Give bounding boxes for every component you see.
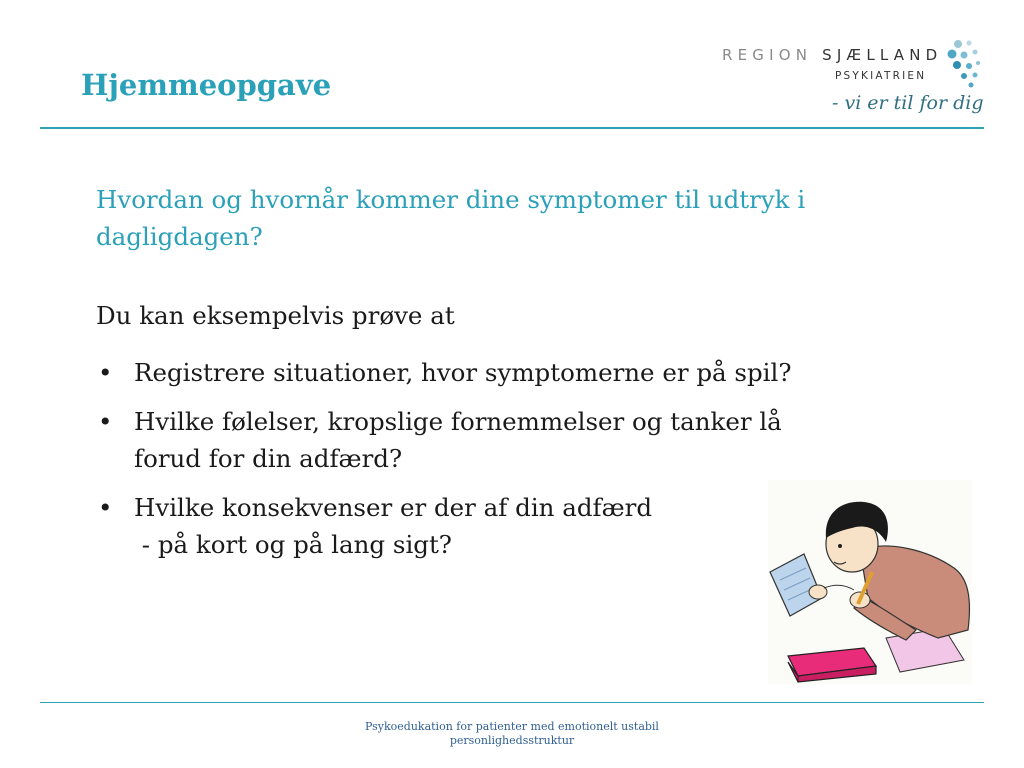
- bullet-text: Hvilke konsekvenser er der af din adfærd: [134, 493, 653, 522]
- dot-cluster-icon: [944, 38, 984, 98]
- logo-subtitle: PSYKIATRIEN: [835, 70, 927, 82]
- bullet-dot: •: [98, 407, 113, 436]
- footer-text: [312, 720, 712, 748]
- logo-region-name: [722, 46, 942, 64]
- boy-writing-illustration: [768, 480, 972, 684]
- slide-title: Hjemmeopgave: [81, 68, 332, 102]
- header-divider: [40, 127, 984, 129]
- footer-line: Psykoedukation for patienter med emotionelt ustabil: [365, 720, 659, 733]
- intro-text: Du kan eksempelvis prøve at: [96, 301, 455, 330]
- bullet-item: [96, 403, 886, 477]
- bullet-item: [96, 354, 886, 391]
- footer-divider: [40, 702, 984, 703]
- footer-line: personlighedsstruktur: [449, 734, 575, 747]
- bullet-dot: •: [98, 493, 113, 522]
- bullet-text: Registrere situationer, hvor symptomerne er på spil?: [134, 358, 792, 387]
- logo-tagline: - vi er til for dig: [832, 92, 984, 114]
- bullet-text-continued: forud for din adfærd?: [134, 444, 403, 473]
- logo-region-word: REGION: [722, 46, 813, 64]
- task-question: Hvordan og hvornår kommer dine symptomer til udtryk i dagligdagen?: [96, 185, 806, 251]
- logo-sjaelland-word: SJÆLLAND: [822, 46, 943, 64]
- bullet-dot: •: [98, 358, 113, 387]
- bullet-text-continued: - på kort og på lang sigt?: [134, 530, 452, 559]
- bullet-text: Hvilke følelser, kropslige fornemmelser og tanker lå: [134, 407, 782, 436]
- region-sjaelland-logo: [722, 38, 984, 130]
